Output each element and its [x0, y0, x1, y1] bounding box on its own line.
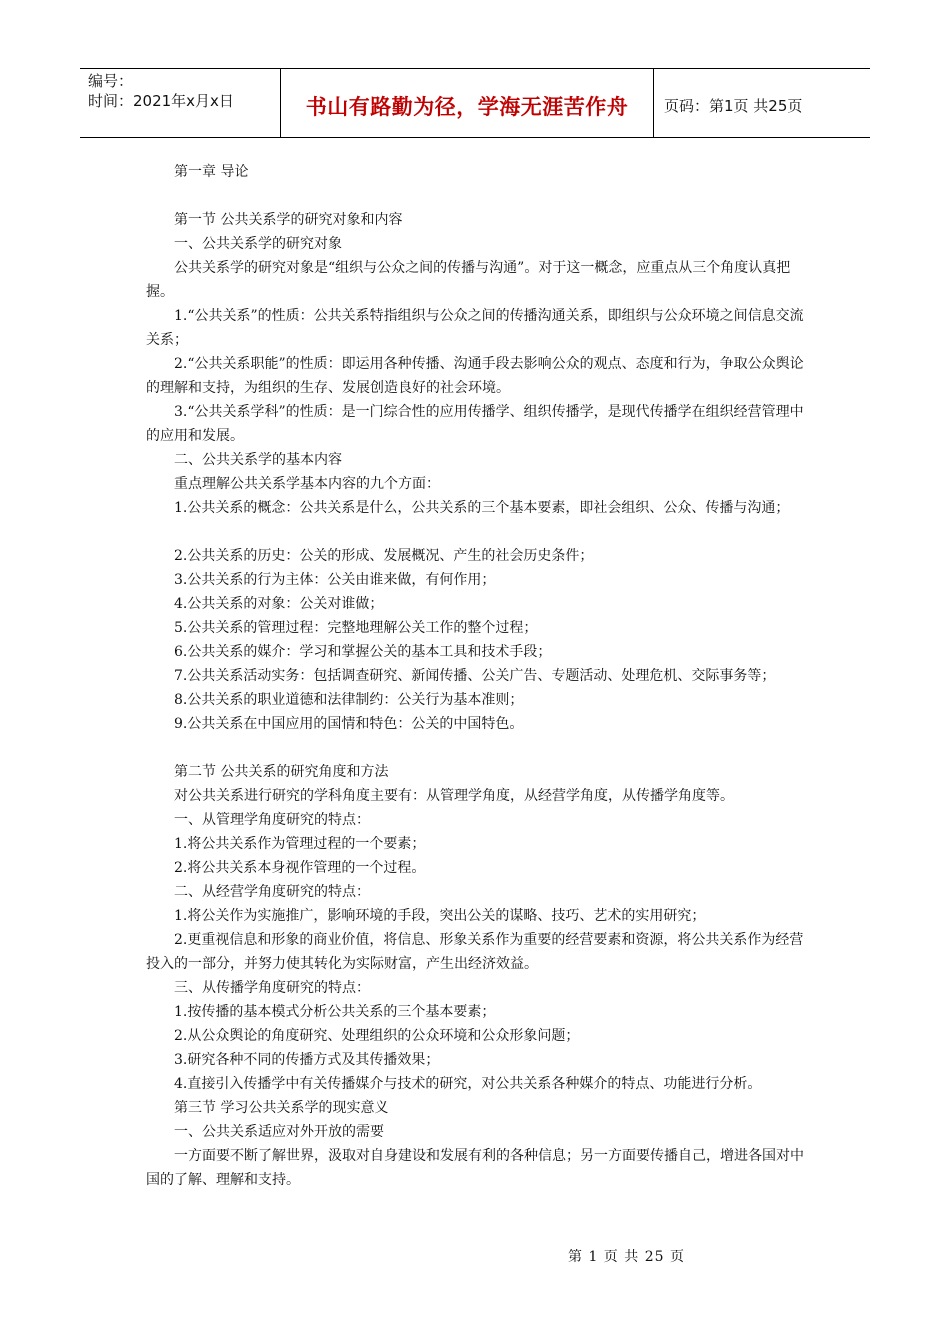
paragraph: 1.“公共关系”的性质：公共关系特指组织与公众之间的传播沟通关系，即组织与公众环境之间信息交流关系；	[146, 308, 804, 348]
list-item: 8.公共关系的职业道德和法律制约：公关行为基本准则；	[174, 692, 524, 708]
list-item: 5.公共关系的管理过程：完整地理解公关工作的整个过程；	[174, 620, 538, 636]
list-item: 1.按传播的基本模式分析公共关系的三个基本要素；	[174, 1004, 496, 1020]
paragraph: 2.“公共关系职能”的性质：即运用各种传播、沟通手段去影响公众的观点、态度和行为，争取公众舆论的理解和支持，为组织的生存、发展创造良好的社会环境。	[146, 356, 804, 396]
section-1-subheading-2: 二、公共关系学的基本内容	[174, 452, 342, 468]
list-item: 1.公共关系的概念：公共关系是什么，公共关系的三个基本要素，即社会组织、公众、传播与沟通；	[174, 500, 790, 516]
chapter-title: 第一章 导论	[174, 164, 249, 180]
document-number-label: 编号：	[88, 72, 134, 90]
list-item: 3.研究各种不同的传播方式及其传播效果；	[174, 1052, 440, 1068]
list-item: 7.公共关系活动实务：包括调查研究、新闻传播、公关广告、专题活动、处理危机、交际事务等；	[174, 668, 776, 684]
list-item: 2.将公共关系本身视作管理的一个过程。	[174, 860, 426, 876]
section-2-subheading-3: 三、从传播学角度研究的特点：	[174, 980, 370, 996]
list-item: 2.更重视信息和形象的商业价值，将信息、形象关系作为重要的经营要素和资源，将公共关系作为经营投入的一部分，并努力使其转化为实际财富，产生出经济效益。	[146, 932, 804, 972]
paragraph: 重点理解公共关系学基本内容的九个方面：	[174, 476, 440, 492]
section-2-title: 第二节 公共关系的研究角度和方法	[174, 764, 389, 780]
header-meta	[80, 69, 280, 137]
section-1-subheading-1: 一、公共关系学的研究对象	[174, 236, 342, 252]
section-1-title: 第一节 公共关系学的研究对象和内容	[174, 212, 403, 228]
page-footer: 第 1 页 共 25 页	[568, 1249, 685, 1265]
list-item: 3.公共关系的行为主体：公关由谁来做，有何作用；	[174, 572, 496, 588]
list-item: 4.直接引入传播学中有关传播媒介与技术的研究，对公共关系各种媒介的特点、功能进行分析。	[174, 1076, 762, 1092]
header-motto-cell	[280, 69, 654, 137]
document-time: 时间：2021年x月x日	[88, 92, 234, 110]
section-3-title: 第三节 学习公共关系学的现实意义	[174, 1100, 389, 1116]
page-header	[80, 68, 870, 138]
paragraph: 3.“公共关系学科”的性质：是一门综合性的应用传播学、组织传播学，是现代传播学在组织经营管理中的应用和发展。	[146, 404, 804, 444]
list-item: 1.将公共关系作为管理过程的一个要素；	[174, 836, 426, 852]
paragraph: 对公共关系进行研究的学科角度主要有：从管理学角度，从经营学角度，从传播学角度等。	[174, 788, 734, 804]
list-item: 1.将公关作为实施推广，影响环境的手段，突出公关的谋略、技巧、艺术的实用研究；	[174, 908, 706, 924]
header-page-info: 页码：第1页 共25页	[664, 96, 803, 115]
list-item: 4.公共关系的对象：公关对谁做；	[174, 596, 384, 612]
header-motto: 书山有路勤为径，学海无涯苦作舟	[305, 95, 629, 119]
list-item: 6.公共关系的媒介：学习和掌握公关的基本工具和技术手段；	[174, 644, 552, 660]
paragraph: 公共关系学的研究对象是“组织与公众之间的传播与沟通”。对于这一概念，应重点从三个角度认真把握。	[146, 260, 791, 300]
section-2-subheading-1: 一、从管理学角度研究的特点：	[174, 812, 370, 828]
section-2-subheading-2: 二、从经营学角度研究的特点：	[174, 884, 370, 900]
document-body	[146, 160, 806, 1192]
list-item: 2.从公众舆论的角度研究、处理组织的公众环境和公众形象问题；	[174, 1028, 580, 1044]
list-item: 2.公共关系的历史：公关的形成、发展概况、产生的社会历史条件；	[174, 548, 594, 564]
section-3-subheading-1: 一、公共关系适应对外开放的需要	[174, 1124, 384, 1140]
list-item: 9.公共关系在中国应用的国情和特色：公关的中国特色。	[174, 716, 524, 732]
paragraph: 一方面要不断了解世界，汲取对自身建设和发展有利的各种信息；另一方面要传播自己，增进各国对中国的了解、理解和支持。	[146, 1148, 804, 1188]
